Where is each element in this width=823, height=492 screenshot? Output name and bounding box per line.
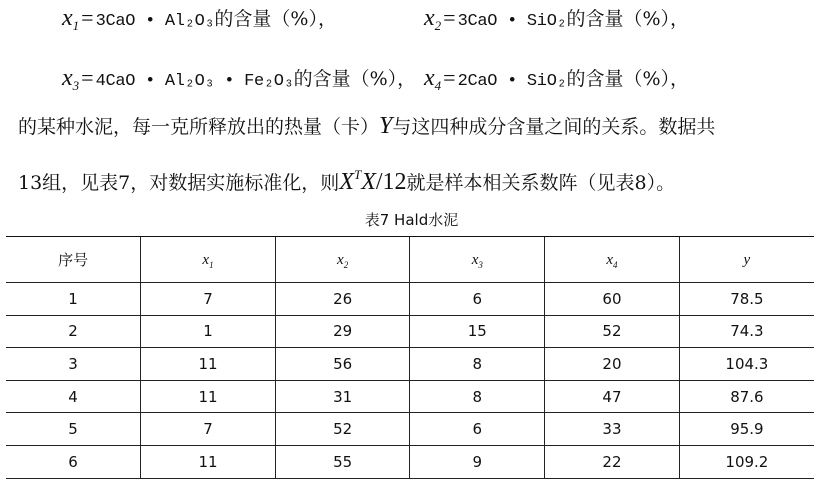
table-cell: 31 xyxy=(275,380,410,413)
table-row xyxy=(6,315,814,348)
table-caption: 表7 Hald水泥 xyxy=(364,211,459,229)
table-cell: 2 xyxy=(6,315,141,348)
header-index: 序号 xyxy=(6,237,141,283)
table-cell: 7 xyxy=(141,413,276,446)
table-cell: 8 xyxy=(410,348,545,381)
formula-x2: 3CaO • SiO₂ xyxy=(457,12,567,31)
table-cell: 6 xyxy=(6,445,141,478)
formula-x4: 2CaO • SiO₂ xyxy=(457,72,567,91)
table-cell: 15 xyxy=(410,315,545,348)
variable-x1: $x_1$ xyxy=(62,5,80,33)
variable-y: Y xyxy=(379,113,393,139)
table-cell: 4 xyxy=(6,380,141,413)
header-x3: $x_3$ xyxy=(410,237,545,283)
table-cell: 29 xyxy=(275,315,410,348)
table-row xyxy=(6,380,814,413)
header-x2: $x_2$ xyxy=(275,237,410,283)
table-cell: 11 xyxy=(141,445,276,478)
table-row xyxy=(6,283,814,316)
variable-x2: $x_2$ xyxy=(424,5,442,33)
table-row xyxy=(6,348,814,381)
table-cell: 47 xyxy=(545,380,680,413)
table-cell: 11 xyxy=(141,380,276,413)
table-cell: 109.2 xyxy=(679,445,814,478)
definition-x2: $x_2= 3CaO$ • SiO₂的含量（%）， xyxy=(424,5,690,33)
table-header-row xyxy=(6,237,814,283)
table-cell: 8 xyxy=(410,380,545,413)
table-row xyxy=(6,445,814,478)
table-cell: 1 xyxy=(141,315,276,348)
definition-x4: $x_4= 2CaO$ • SiO₂的含量（%）， xyxy=(424,65,690,93)
table-cell: 6 xyxy=(410,413,545,446)
formula-x3: 4CaO • Al₂O₃ • Fe₂O₃ xyxy=(95,72,294,91)
table-cell: 26 xyxy=(275,283,410,316)
hald-table xyxy=(6,236,814,479)
definition-suffix: 的含量（%）， xyxy=(566,68,690,90)
definition-x1: $x_1= 3CaO$ • Al₂O₃的含量（%）， xyxy=(62,5,337,33)
definition-x3: $x_3= 4CaO$ • Al₂O₃ • Fe₂O₃的含量（%）， xyxy=(62,65,417,93)
definition-suffix: 的含量（%）， xyxy=(566,8,690,30)
table-cell: 7 xyxy=(141,283,276,316)
table-cell: 104.3 xyxy=(679,348,814,381)
definition-suffix: 的含量（%）， xyxy=(214,8,337,30)
table-cell: 56 xyxy=(275,348,410,381)
header-y: y xyxy=(679,237,814,283)
table-cell: 33 xyxy=(545,413,680,446)
variable-x3: $x_3$ xyxy=(62,65,80,93)
variable-x4: $x_4$ xyxy=(424,65,442,93)
table-cell: 74.3 xyxy=(679,315,814,348)
table-cell: 78.5 xyxy=(679,283,814,316)
table-cell: 95.9 xyxy=(679,413,814,446)
table-cell: 1 xyxy=(6,283,141,316)
paragraph-line-2: 13组，见表7，对数据实施标准化，则$X^TX/12$就是样本相关系数阵（见表8）。 xyxy=(18,167,676,195)
table-cell: 6 xyxy=(410,283,545,316)
definition-suffix: 的含量（%）， xyxy=(293,68,417,90)
paragraph-line-1: 的某种水泥，每一克所释放出的热量（卡）Y与这四种成分含量之间的关系。数据共 xyxy=(18,113,716,139)
table-cell: 5 xyxy=(6,413,141,446)
table-cell: 55 xyxy=(275,445,410,478)
table-row xyxy=(6,413,814,446)
formula-x1: 3CaO • Al₂O₃ xyxy=(95,12,215,31)
table-cell: 20 xyxy=(545,348,680,381)
table-cell: 87.6 xyxy=(679,380,814,413)
table-cell: 9 xyxy=(410,445,545,478)
table-cell: 60 xyxy=(545,283,680,316)
table-cell: 11 xyxy=(141,348,276,381)
header-x1: $x_1$ xyxy=(141,237,276,283)
table-cell: 52 xyxy=(275,413,410,446)
table-cell: 52 xyxy=(545,315,680,348)
table-cell: 22 xyxy=(545,445,680,478)
header-x4: $x_4$ xyxy=(545,237,680,283)
matrix-xt-x: $X^TX/12$ xyxy=(339,167,407,195)
table-cell: 3 xyxy=(6,348,141,381)
